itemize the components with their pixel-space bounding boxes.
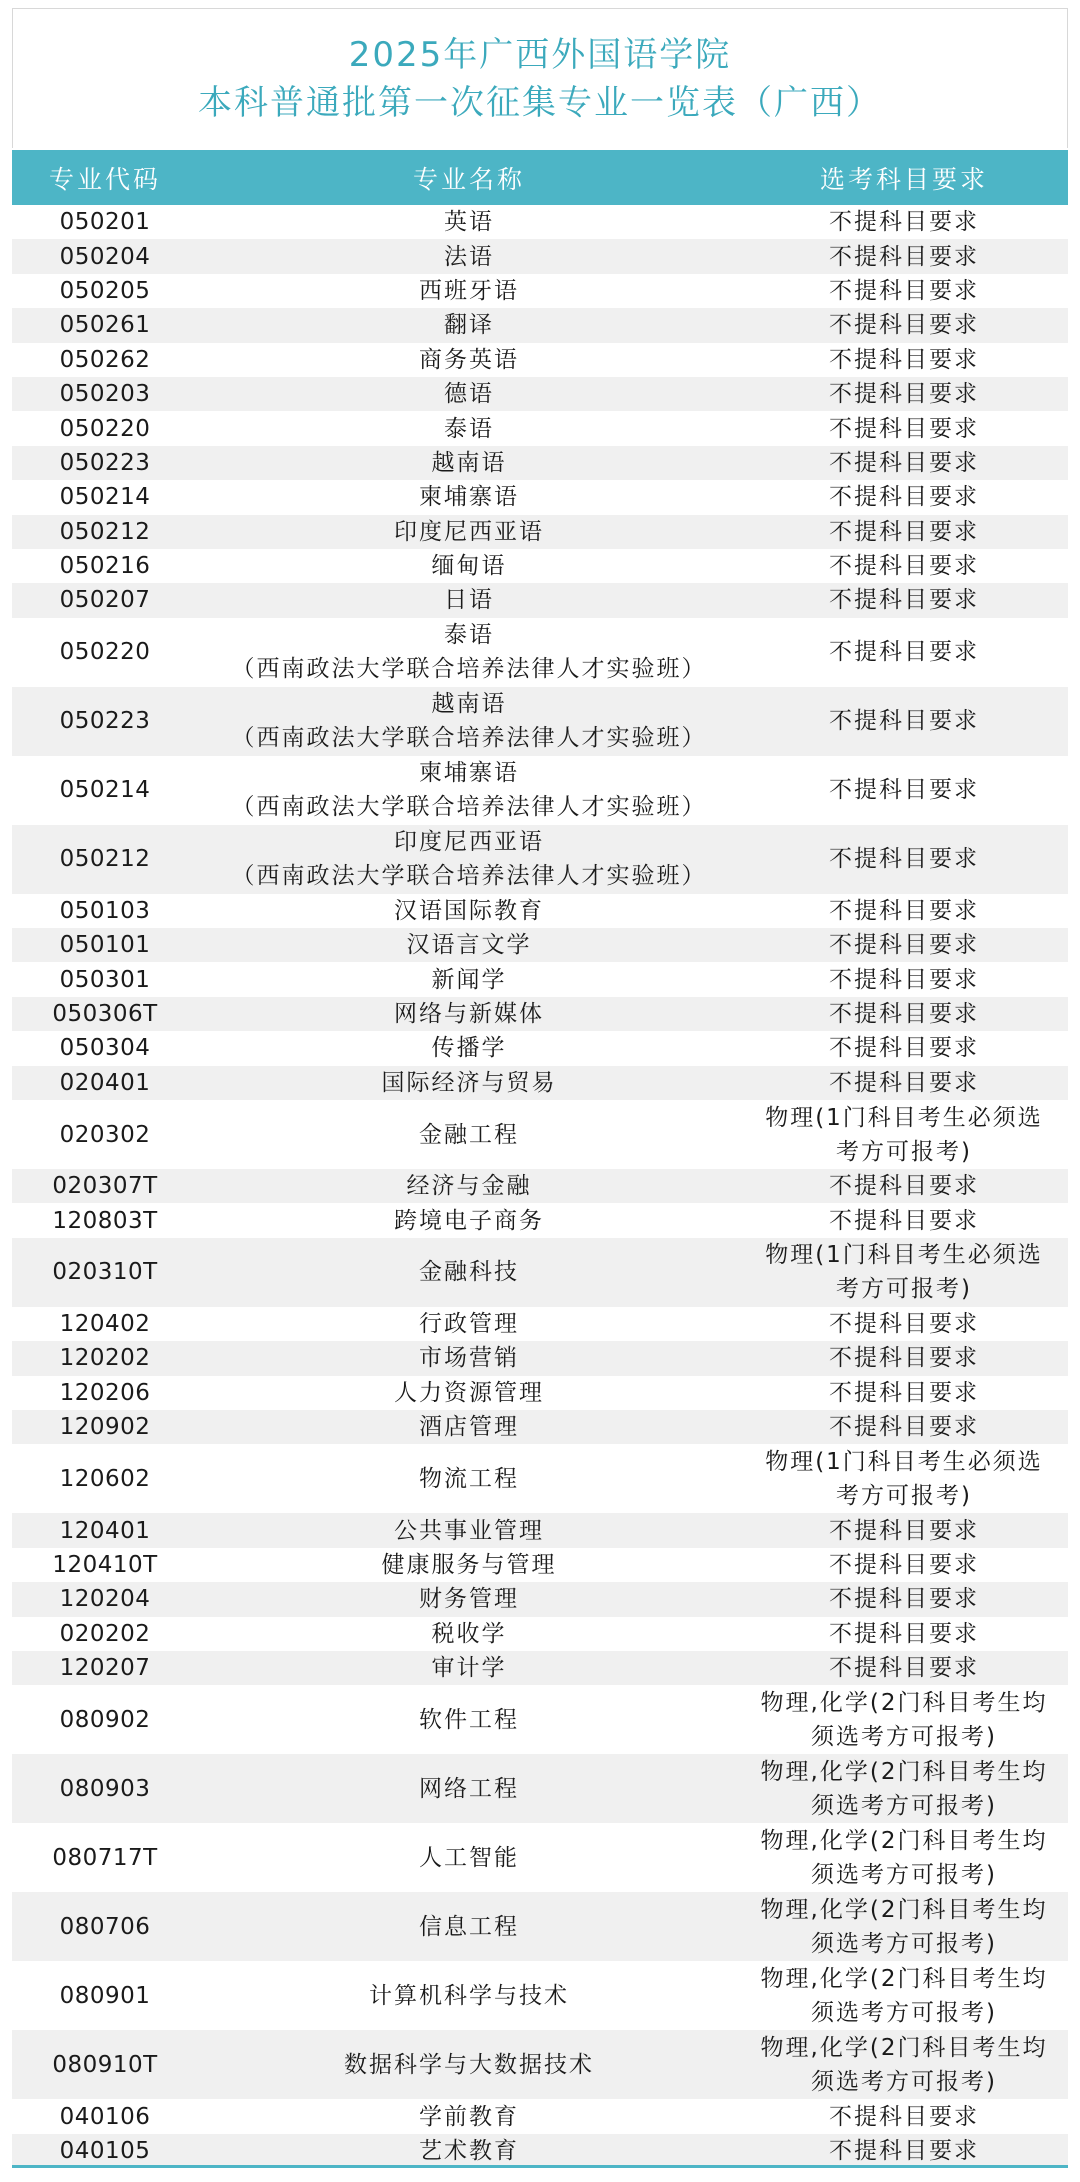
requirement-line: 物理,化学(2门科目考生均 xyxy=(760,2034,1048,2061)
major-name xyxy=(198,1651,740,1685)
major-name xyxy=(198,515,740,549)
subject-requirement xyxy=(740,842,1068,876)
major-name xyxy=(198,583,740,617)
subject-requirement xyxy=(740,1893,1068,1961)
major-name-line: 缅甸语 xyxy=(431,553,507,580)
major-code: 050301 xyxy=(59,966,151,993)
majors-table xyxy=(12,150,1068,2168)
table-row xyxy=(12,1376,1068,1410)
major-name-line: 翻译 xyxy=(444,312,494,339)
major-name xyxy=(198,928,740,962)
major-name-line: 英语 xyxy=(444,209,494,236)
major-name-line: 软件工程 xyxy=(419,1706,519,1733)
table-row xyxy=(12,1548,1068,1582)
major-name-line: 人力资源管理 xyxy=(394,1379,544,1406)
requirement-line: 不提科目要求 xyxy=(829,1517,979,1544)
major-code: 020302 xyxy=(59,1121,151,1148)
major-name-line: 网络工程 xyxy=(419,1775,519,1802)
subject-requirement xyxy=(740,1651,1068,1685)
major-name-line: 物流工程 xyxy=(419,1465,519,1492)
subject-requirement xyxy=(740,2134,1068,2168)
requirement-line: 不提科目要求 xyxy=(829,1620,979,1647)
table-row xyxy=(12,549,1068,583)
requirement-line: 不提科目要求 xyxy=(829,415,979,442)
major-name-line: 审计学 xyxy=(431,1655,507,1682)
table-row xyxy=(12,1169,1068,1203)
requirement-line: 物理(1门科目考生必须选 xyxy=(765,1104,1043,1131)
subject-requirement xyxy=(740,997,1068,1031)
requirement-line: 不提科目要求 xyxy=(829,1035,979,1062)
major-name-line: 新闻学 xyxy=(431,966,507,993)
major-name-line: 泰语 xyxy=(444,415,494,442)
subject-requirement xyxy=(740,1617,1068,1651)
major-code: 120410T xyxy=(52,1551,158,1578)
major-code: 020202 xyxy=(59,1620,151,1647)
header-requirement: 选考科目要求 xyxy=(819,164,988,194)
table-row xyxy=(12,1754,1068,1823)
table-row xyxy=(12,1031,1068,1065)
subject-requirement xyxy=(740,635,1068,669)
requirement-line: 不提科目要求 xyxy=(829,1069,979,1096)
table-row xyxy=(12,1651,1068,1685)
major-name xyxy=(198,1255,740,1289)
major-name xyxy=(198,1910,740,1944)
requirement-line: 不提科目要求 xyxy=(829,484,979,511)
table-row xyxy=(12,1341,1068,1375)
major-name-line: 法语 xyxy=(444,243,494,270)
requirement-line: 物理,化学(2门科目考生均 xyxy=(760,1689,1048,1716)
requirement-line: 不提科目要求 xyxy=(829,209,979,236)
major-code: 120803T xyxy=(52,1207,158,1234)
title-line-1: 2025年广西外国语学院 xyxy=(348,34,732,75)
major-name xyxy=(198,1841,740,1875)
requirement-line: 须选考方可报考) xyxy=(811,1999,997,2026)
major-name-line: 印度尼西亚语 xyxy=(394,829,544,856)
major-name-line: 泰语 xyxy=(444,622,494,649)
major-name-line: 印度尼西亚语 xyxy=(394,518,544,545)
requirement-line: 不提科目要求 xyxy=(829,518,979,545)
major-name xyxy=(198,894,740,928)
subject-requirement xyxy=(740,2100,1068,2134)
table-row xyxy=(12,825,1068,894)
table-row xyxy=(12,1961,1068,2030)
table-row xyxy=(12,411,1068,445)
major-code: 050214 xyxy=(59,777,151,804)
major-code: 050203 xyxy=(59,381,151,408)
major-name-line: 市场营销 xyxy=(419,1345,519,1372)
major-name-line: 跨境电子商务 xyxy=(394,1207,544,1234)
major-name-line: 德语 xyxy=(444,381,494,408)
subject-requirement xyxy=(740,1238,1068,1306)
major-name xyxy=(198,343,740,377)
table-row xyxy=(12,894,1068,928)
major-name xyxy=(198,1410,740,1444)
major-code: 050103 xyxy=(59,897,151,924)
major-code: 120402 xyxy=(59,1311,151,1337)
table-row xyxy=(12,1100,1068,1169)
major-code: 050204 xyxy=(59,243,151,270)
table-row xyxy=(12,377,1068,411)
major-name-line: 金融工程 xyxy=(419,1121,519,1148)
requirement-line: 不提科目要求 xyxy=(829,932,979,959)
table-row xyxy=(12,1203,1068,1237)
major-code: 050304 xyxy=(59,1035,151,1062)
table-row xyxy=(12,756,1068,825)
requirement-line: 不提科目要求 xyxy=(829,1001,979,1028)
major-name xyxy=(198,480,740,514)
subject-requirement xyxy=(740,1101,1068,1169)
subject-requirement xyxy=(740,446,1068,480)
major-name xyxy=(198,1979,740,2013)
major-code: 050262 xyxy=(59,346,151,373)
table-row xyxy=(12,962,1068,996)
subject-requirement xyxy=(740,1410,1068,1444)
major-name xyxy=(198,308,740,342)
requirement-line: 不提科目要求 xyxy=(829,1311,979,1337)
subject-requirement xyxy=(740,1031,1068,1065)
major-name-line: 财务管理 xyxy=(419,1586,519,1613)
major-code: 120206 xyxy=(59,1379,151,1406)
table-row xyxy=(12,2030,1068,2099)
requirement-line: 须选考方可报考) xyxy=(811,1861,997,1888)
major-name-line: 汉语国际教育 xyxy=(394,897,544,924)
subject-requirement xyxy=(740,480,1068,514)
major-name xyxy=(198,963,740,997)
requirement-line: 不提科目要求 xyxy=(829,708,979,735)
header-code: 专业代码 xyxy=(48,164,161,194)
subject-requirement xyxy=(740,1204,1068,1238)
major-name xyxy=(198,1341,740,1375)
major-name xyxy=(198,1617,740,1651)
subject-requirement xyxy=(740,1824,1068,1892)
major-name-line: 健康服务与管理 xyxy=(381,1551,557,1578)
major-name-line: 信息工程 xyxy=(419,1913,519,1940)
requirement-line: 不提科目要求 xyxy=(829,1207,979,1234)
table-row xyxy=(12,515,1068,549)
major-name-line: 国际经济与贸易 xyxy=(381,1069,557,1096)
table-row xyxy=(12,205,1068,239)
requirement-line: 物理,化学(2门科目考生均 xyxy=(760,1758,1048,1785)
requirement-line: 不提科目要求 xyxy=(829,1345,979,1372)
major-name-line: 艺术教育 xyxy=(419,2137,519,2164)
table-row xyxy=(12,1685,1068,1754)
table-row xyxy=(12,1307,1068,1341)
requirement-line: 不提科目要求 xyxy=(829,553,979,580)
requirement-line: 不提科目要求 xyxy=(829,1586,979,1613)
major-name xyxy=(198,446,740,480)
subject-requirement xyxy=(740,412,1068,446)
table-row xyxy=(12,308,1068,342)
major-code: 080901 xyxy=(59,1982,151,2009)
major-name-line: 越南语 xyxy=(431,691,507,718)
subject-requirement xyxy=(740,1307,1068,1341)
major-code: 050220 xyxy=(59,639,151,666)
major-name-line: （西南政法大学联合培养法律人才实验班） xyxy=(231,725,707,752)
major-name xyxy=(198,1031,740,1065)
table-row xyxy=(12,583,1068,617)
major-name xyxy=(198,1703,740,1737)
major-code: 120202 xyxy=(59,1345,151,1372)
major-name xyxy=(198,1066,740,1100)
requirement-line: 不提科目要求 xyxy=(829,1379,979,1406)
major-code: 020307T xyxy=(52,1173,158,1200)
title-block xyxy=(12,8,1068,148)
table-row xyxy=(12,1617,1068,1651)
major-name-line: 公共事业管理 xyxy=(394,1517,544,1544)
major-name-line: 柬埔寨语 xyxy=(419,760,519,787)
subject-requirement xyxy=(740,515,1068,549)
major-name-line: 金融科技 xyxy=(419,1259,519,1286)
major-name xyxy=(198,1118,740,1152)
requirement-line: 不提科目要求 xyxy=(829,346,979,373)
requirement-line: 不提科目要求 xyxy=(829,966,979,993)
major-name-line: 传播学 xyxy=(431,1035,507,1062)
requirement-line: 不提科目要求 xyxy=(829,381,979,408)
requirement-line: 须选考方可报考) xyxy=(811,2068,997,2095)
major-code: 120902 xyxy=(59,1414,151,1441)
table-row xyxy=(12,618,1068,687)
subject-requirement xyxy=(740,377,1068,411)
major-name xyxy=(198,1376,740,1410)
major-name-line: 经济与金融 xyxy=(406,1173,532,1200)
major-code: 040105 xyxy=(59,2137,151,2164)
requirement-line: 不提科目要求 xyxy=(829,277,979,304)
major-name-line: 人工智能 xyxy=(419,1844,519,1871)
subject-requirement xyxy=(740,1341,1068,1375)
subject-requirement xyxy=(740,773,1068,807)
requirement-line: 不提科目要求 xyxy=(829,312,979,339)
requirement-line: 物理,化学(2门科目考生均 xyxy=(760,1965,1048,1992)
table-row xyxy=(12,1823,1068,1892)
major-name xyxy=(198,1169,740,1203)
major-name xyxy=(198,2134,740,2168)
major-name xyxy=(198,687,740,755)
subject-requirement xyxy=(740,1755,1068,1823)
major-code: 080902 xyxy=(59,1706,151,1733)
requirement-line: 不提科目要求 xyxy=(829,449,979,476)
major-name-line: 商务英语 xyxy=(419,346,519,373)
major-name xyxy=(198,412,740,446)
major-name xyxy=(198,1582,740,1616)
table-row xyxy=(12,446,1068,480)
subject-requirement xyxy=(740,343,1068,377)
header-name: 专业名称 xyxy=(412,164,525,194)
major-name-line: （西南政法大学联合培养法律人才实验班） xyxy=(231,863,707,890)
major-name-line: 税收学 xyxy=(431,1620,507,1647)
table-body xyxy=(12,205,1068,2168)
major-code: 050201 xyxy=(59,209,151,236)
subject-requirement xyxy=(740,1376,1068,1410)
major-name xyxy=(198,825,740,893)
major-name-line: 网络与新媒体 xyxy=(394,1001,544,1028)
subject-requirement xyxy=(740,928,1068,962)
requirement-line: 不提科目要求 xyxy=(829,2137,979,2164)
requirement-line: 不提科目要求 xyxy=(829,639,979,666)
requirement-line: 物理(1门科目考生必须选 xyxy=(765,1242,1043,1269)
major-name xyxy=(198,549,740,583)
major-code: 050205 xyxy=(59,277,151,304)
requirement-line: 不提科目要求 xyxy=(829,777,979,804)
major-code: 050212 xyxy=(59,518,151,545)
subject-requirement xyxy=(740,704,1068,738)
major-code: 120602 xyxy=(59,1465,151,1492)
major-name xyxy=(198,618,740,686)
table-row xyxy=(12,274,1068,308)
table-row xyxy=(12,343,1068,377)
table-row xyxy=(12,1582,1068,1616)
major-name xyxy=(198,1548,740,1582)
major-name xyxy=(198,1204,740,1238)
subject-requirement xyxy=(740,1445,1068,1513)
major-name-line: 学前教育 xyxy=(419,2103,519,2130)
subject-requirement xyxy=(740,583,1068,617)
requirement-line: 须选考方可报考) xyxy=(811,1930,997,1957)
table-row xyxy=(12,1066,1068,1100)
major-code: 050216 xyxy=(59,553,151,580)
subject-requirement xyxy=(740,205,1068,239)
major-name-line: （西南政法大学联合培养法律人才实验班） xyxy=(231,794,707,821)
subject-requirement xyxy=(740,1169,1068,1203)
major-code: 120204 xyxy=(59,1586,151,1613)
subject-requirement xyxy=(740,1514,1068,1548)
subject-requirement xyxy=(740,240,1068,274)
major-name-line: 汉语言文学 xyxy=(406,932,532,959)
major-name-line: 数据科学与大数据技术 xyxy=(344,2051,594,2078)
major-code: 050220 xyxy=(59,415,151,442)
major-name xyxy=(198,205,740,239)
table-row xyxy=(12,997,1068,1031)
major-code: 120207 xyxy=(59,1655,151,1682)
major-name xyxy=(198,997,740,1031)
subject-requirement xyxy=(740,308,1068,342)
major-name-line: 行政管理 xyxy=(419,1311,519,1337)
major-code: 020310T xyxy=(52,1259,158,1286)
subject-requirement xyxy=(740,1962,1068,2030)
table-row xyxy=(12,1892,1068,1961)
requirement-line: 不提科目要求 xyxy=(829,1173,979,1200)
major-code: 050223 xyxy=(59,708,151,735)
major-name-line: 日语 xyxy=(444,587,494,614)
major-name-line: 酒店管理 xyxy=(419,1414,519,1441)
major-code: 050207 xyxy=(59,587,151,614)
table-row xyxy=(12,1513,1068,1547)
major-name xyxy=(198,756,740,824)
subject-requirement xyxy=(740,1582,1068,1616)
table-row xyxy=(12,480,1068,514)
table-row xyxy=(12,1410,1068,1444)
subject-requirement xyxy=(740,1066,1068,1100)
table-row xyxy=(12,2099,1068,2133)
major-name-line: 越南语 xyxy=(431,449,507,476)
subject-requirement xyxy=(740,963,1068,997)
table-row xyxy=(12,928,1068,962)
table-row xyxy=(12,2134,1068,2168)
requirement-line: 须选考方可报考) xyxy=(811,1792,997,1819)
table-row xyxy=(12,1238,1068,1307)
major-code: 120401 xyxy=(59,1517,151,1544)
major-name xyxy=(198,1514,740,1548)
major-name-line: 西班牙语 xyxy=(419,277,519,304)
requirement-line: 不提科目要求 xyxy=(829,897,979,924)
major-name xyxy=(198,2048,740,2082)
requirement-line: 物理,化学(2门科目考生均 xyxy=(760,1896,1048,1923)
subject-requirement xyxy=(740,2031,1068,2099)
major-code: 080706 xyxy=(59,1913,151,1940)
requirement-line: 不提科目要求 xyxy=(829,1414,979,1441)
major-code: 080910T xyxy=(52,2051,158,2078)
major-name xyxy=(198,240,740,274)
subject-requirement xyxy=(740,274,1068,308)
requirement-line: 须选考方可报考) xyxy=(811,1723,997,1750)
major-name xyxy=(198,2100,740,2134)
bottom-rule xyxy=(12,2165,1068,2168)
major-name-line: 柬埔寨语 xyxy=(419,484,519,511)
major-code: 050223 xyxy=(59,449,151,476)
requirement-line: 不提科目要求 xyxy=(829,243,979,270)
major-code: 050306T xyxy=(52,1001,158,1028)
subject-requirement xyxy=(740,1686,1068,1754)
table-header xyxy=(12,150,1068,205)
major-code: 050261 xyxy=(59,312,151,339)
subject-requirement xyxy=(740,894,1068,928)
table-row xyxy=(12,1444,1068,1513)
major-code: 050101 xyxy=(59,932,151,959)
major-code: 080717T xyxy=(52,1844,158,1871)
requirement-line: 不提科目要求 xyxy=(829,846,979,873)
requirement-line: 考方可报考) xyxy=(836,1276,972,1303)
major-name xyxy=(198,1307,740,1341)
requirement-line: 物理(1门科目考生必须选 xyxy=(765,1448,1043,1475)
major-code: 050214 xyxy=(59,484,151,511)
requirement-line: 考方可报考) xyxy=(836,1138,972,1165)
major-code: 050212 xyxy=(59,846,151,873)
major-name-line: （西南政法大学联合培养法律人才实验班） xyxy=(231,656,707,683)
major-name xyxy=(198,1462,740,1496)
subject-requirement xyxy=(740,549,1068,583)
title-line-2: 本科普通批第一次征集专业一览表（广西） xyxy=(198,82,882,123)
table-row xyxy=(12,239,1068,273)
major-code: 080903 xyxy=(59,1775,151,1802)
requirement-line: 不提科目要求 xyxy=(829,1551,979,1578)
major-name xyxy=(198,274,740,308)
major-name xyxy=(198,1772,740,1806)
table-row xyxy=(12,687,1068,756)
requirement-line: 物理,化学(2门科目考生均 xyxy=(760,1827,1048,1854)
requirement-line: 不提科目要求 xyxy=(829,1655,979,1682)
requirement-line: 不提科目要求 xyxy=(829,2103,979,2130)
major-code: 040106 xyxy=(59,2103,151,2130)
major-name-line: 计算机科学与技术 xyxy=(369,1982,569,2009)
major-code: 020401 xyxy=(59,1069,151,1096)
major-name xyxy=(198,377,740,411)
subject-requirement xyxy=(740,1548,1068,1582)
requirement-line: 考方可报考) xyxy=(836,1482,972,1509)
requirement-line: 不提科目要求 xyxy=(829,587,979,614)
